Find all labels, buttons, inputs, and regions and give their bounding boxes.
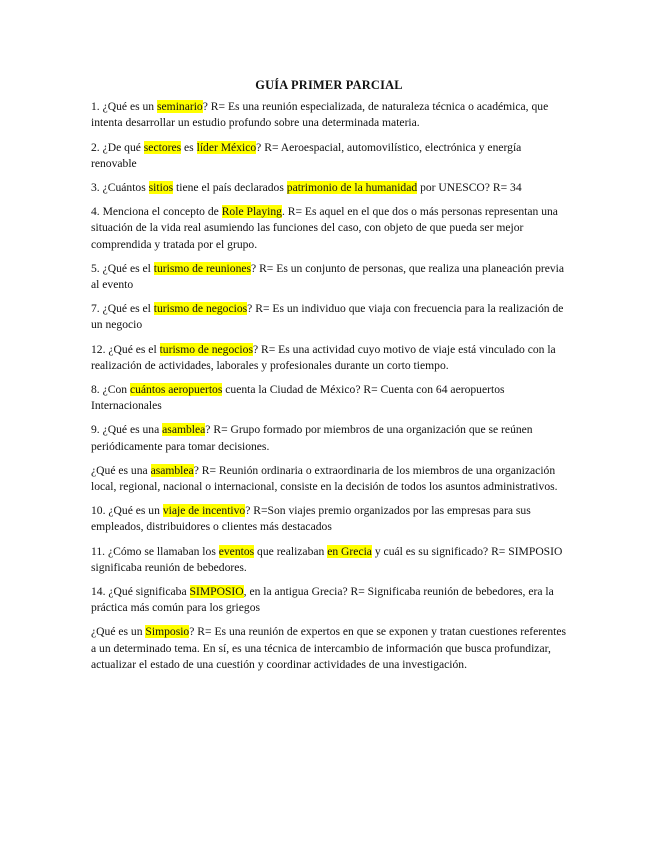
question-text: 2. ¿De qué (91, 140, 144, 154)
question-text: ¿Qué es un (91, 625, 146, 639)
question-item (91, 342, 567, 374)
question-text: que realizaban (254, 544, 328, 558)
question-item (91, 99, 567, 131)
question-item (91, 544, 567, 576)
question-item (91, 503, 567, 535)
question-text: 12. ¿Qué es el (91, 342, 160, 356)
question-text: por UNESCO? R= 34 (417, 181, 522, 195)
question-item (91, 382, 567, 414)
question-item (91, 261, 567, 293)
highlighted-term: sectores (143, 140, 182, 154)
question-item (91, 422, 567, 454)
highlighted-term: turismo de negocios (153, 302, 248, 316)
question-text: ? R= Es una reunión especializada, de naturaleza técnica o académica, que intenta desarrollar un estudio profundo sobre una determinada materia. (91, 100, 549, 130)
question-text: 11. ¿Cómo se llamaban los (91, 544, 219, 558)
question-item (91, 140, 567, 172)
question-text: 9. ¿Qué es una (91, 423, 163, 437)
question-text: tiene el país declarados (173, 181, 287, 195)
question-text: , en la antigua Grecia? R= Significaba reunión de bebedores, era la práctica más común para los griegos (91, 585, 554, 615)
question-text: 4. Menciona el concepto de (91, 205, 222, 219)
question-text: cuenta la Ciudad de México? R= Cuenta con 64 aeropuertos Internacionales (91, 383, 505, 413)
question-item (91, 624, 567, 673)
question-text: 3. ¿Cuántos (91, 181, 149, 195)
question-list (91, 99, 567, 673)
question-text: 10. ¿Qué es un (91, 504, 163, 518)
highlighted-term: patrimonio de la humanidad (286, 181, 418, 195)
question-text: ? R= Es un individuo que viaja con frecuencia para la realización de un negocio (91, 302, 564, 332)
highlighted-term: viaje de incentivo (162, 504, 246, 518)
question-item (91, 463, 567, 495)
question-item (91, 584, 567, 616)
highlighted-term: turismo de negocios (159, 342, 253, 356)
question-text: ? R= Reunión ordinaria o extraordinaria de los miembros de una organización local, regional, nacional o internacional, consiste en la decisión de todos los asuntos administrativos. (91, 463, 558, 494)
question-text: 5. ¿Qué es el (91, 261, 154, 275)
highlighted-term: asamblea (162, 423, 206, 437)
highlighted-term: sitios (148, 181, 174, 195)
question-text: 8. ¿Con (91, 383, 130, 397)
question-text: . R= Es aquel en el que dos o más personas representan una situación de la vida real asumiendo las funciones del caso, con objeto de que pueda ser mejor comprendida y tratada por el grupo. (91, 205, 558, 251)
question-item (91, 301, 567, 333)
highlighted-term: turismo de reuniones (153, 261, 252, 275)
question-text: ? R= Aeroespacial, automovilístico, electrónica y energía renovable (91, 140, 522, 170)
question-text: ? R= Grupo formado por miembros de una organización que se reúnen periódicamente para tomar decisiones. (91, 423, 533, 453)
highlighted-term: Role Playing (221, 205, 282, 219)
question-item (91, 204, 567, 253)
highlighted-term: SIMPOSIO (189, 585, 244, 599)
highlighted-term: en Grecia (327, 544, 372, 558)
document-title: GUÍA PRIMER PARCIAL (255, 78, 403, 92)
highlighted-term: asamblea (150, 463, 194, 477)
question-text: 1. ¿Qué es un (91, 100, 158, 114)
question-text: es (181, 140, 197, 154)
question-item (91, 180, 567, 196)
question-text: y cuál es su significado? R= SIMPOSIO significaba reunión de bebedores. (91, 544, 563, 574)
question-text: ? R= Es una reunión de expertos en que se exponen y tratan cuestiones referentes a un determinado tema. En sí, es una técnica de intercambio de información que busca profundizar, actualizar el estado de una cuestión y coordinar actividades de una investigación. (91, 625, 566, 671)
question-text: ? R= Es un conjunto de personas, que realiza una planeación previa al evento (91, 261, 565, 292)
question-text: ¿Qué es una (91, 463, 151, 477)
highlighted-term: Simposio (145, 625, 190, 639)
question-text: ? R= Es una actividad cuyo motivo de viaje está vinculado con la realización de actividades, laborales y profesionales durante un corto tiempo. (91, 342, 556, 372)
question-text: 14. ¿Qué significaba (91, 585, 190, 599)
highlighted-term: eventos (218, 544, 255, 558)
highlighted-term: seminario (157, 100, 203, 114)
highlighted-term: cuántos aeropuertos (129, 383, 223, 397)
highlighted-term: líder México (196, 140, 257, 154)
question-text: ? R=Son viajes premio organizados por las empresas para sus empleados, distribuidores o clientes más destacados (91, 504, 531, 534)
question-text: 7. ¿Qué es el (91, 302, 154, 316)
